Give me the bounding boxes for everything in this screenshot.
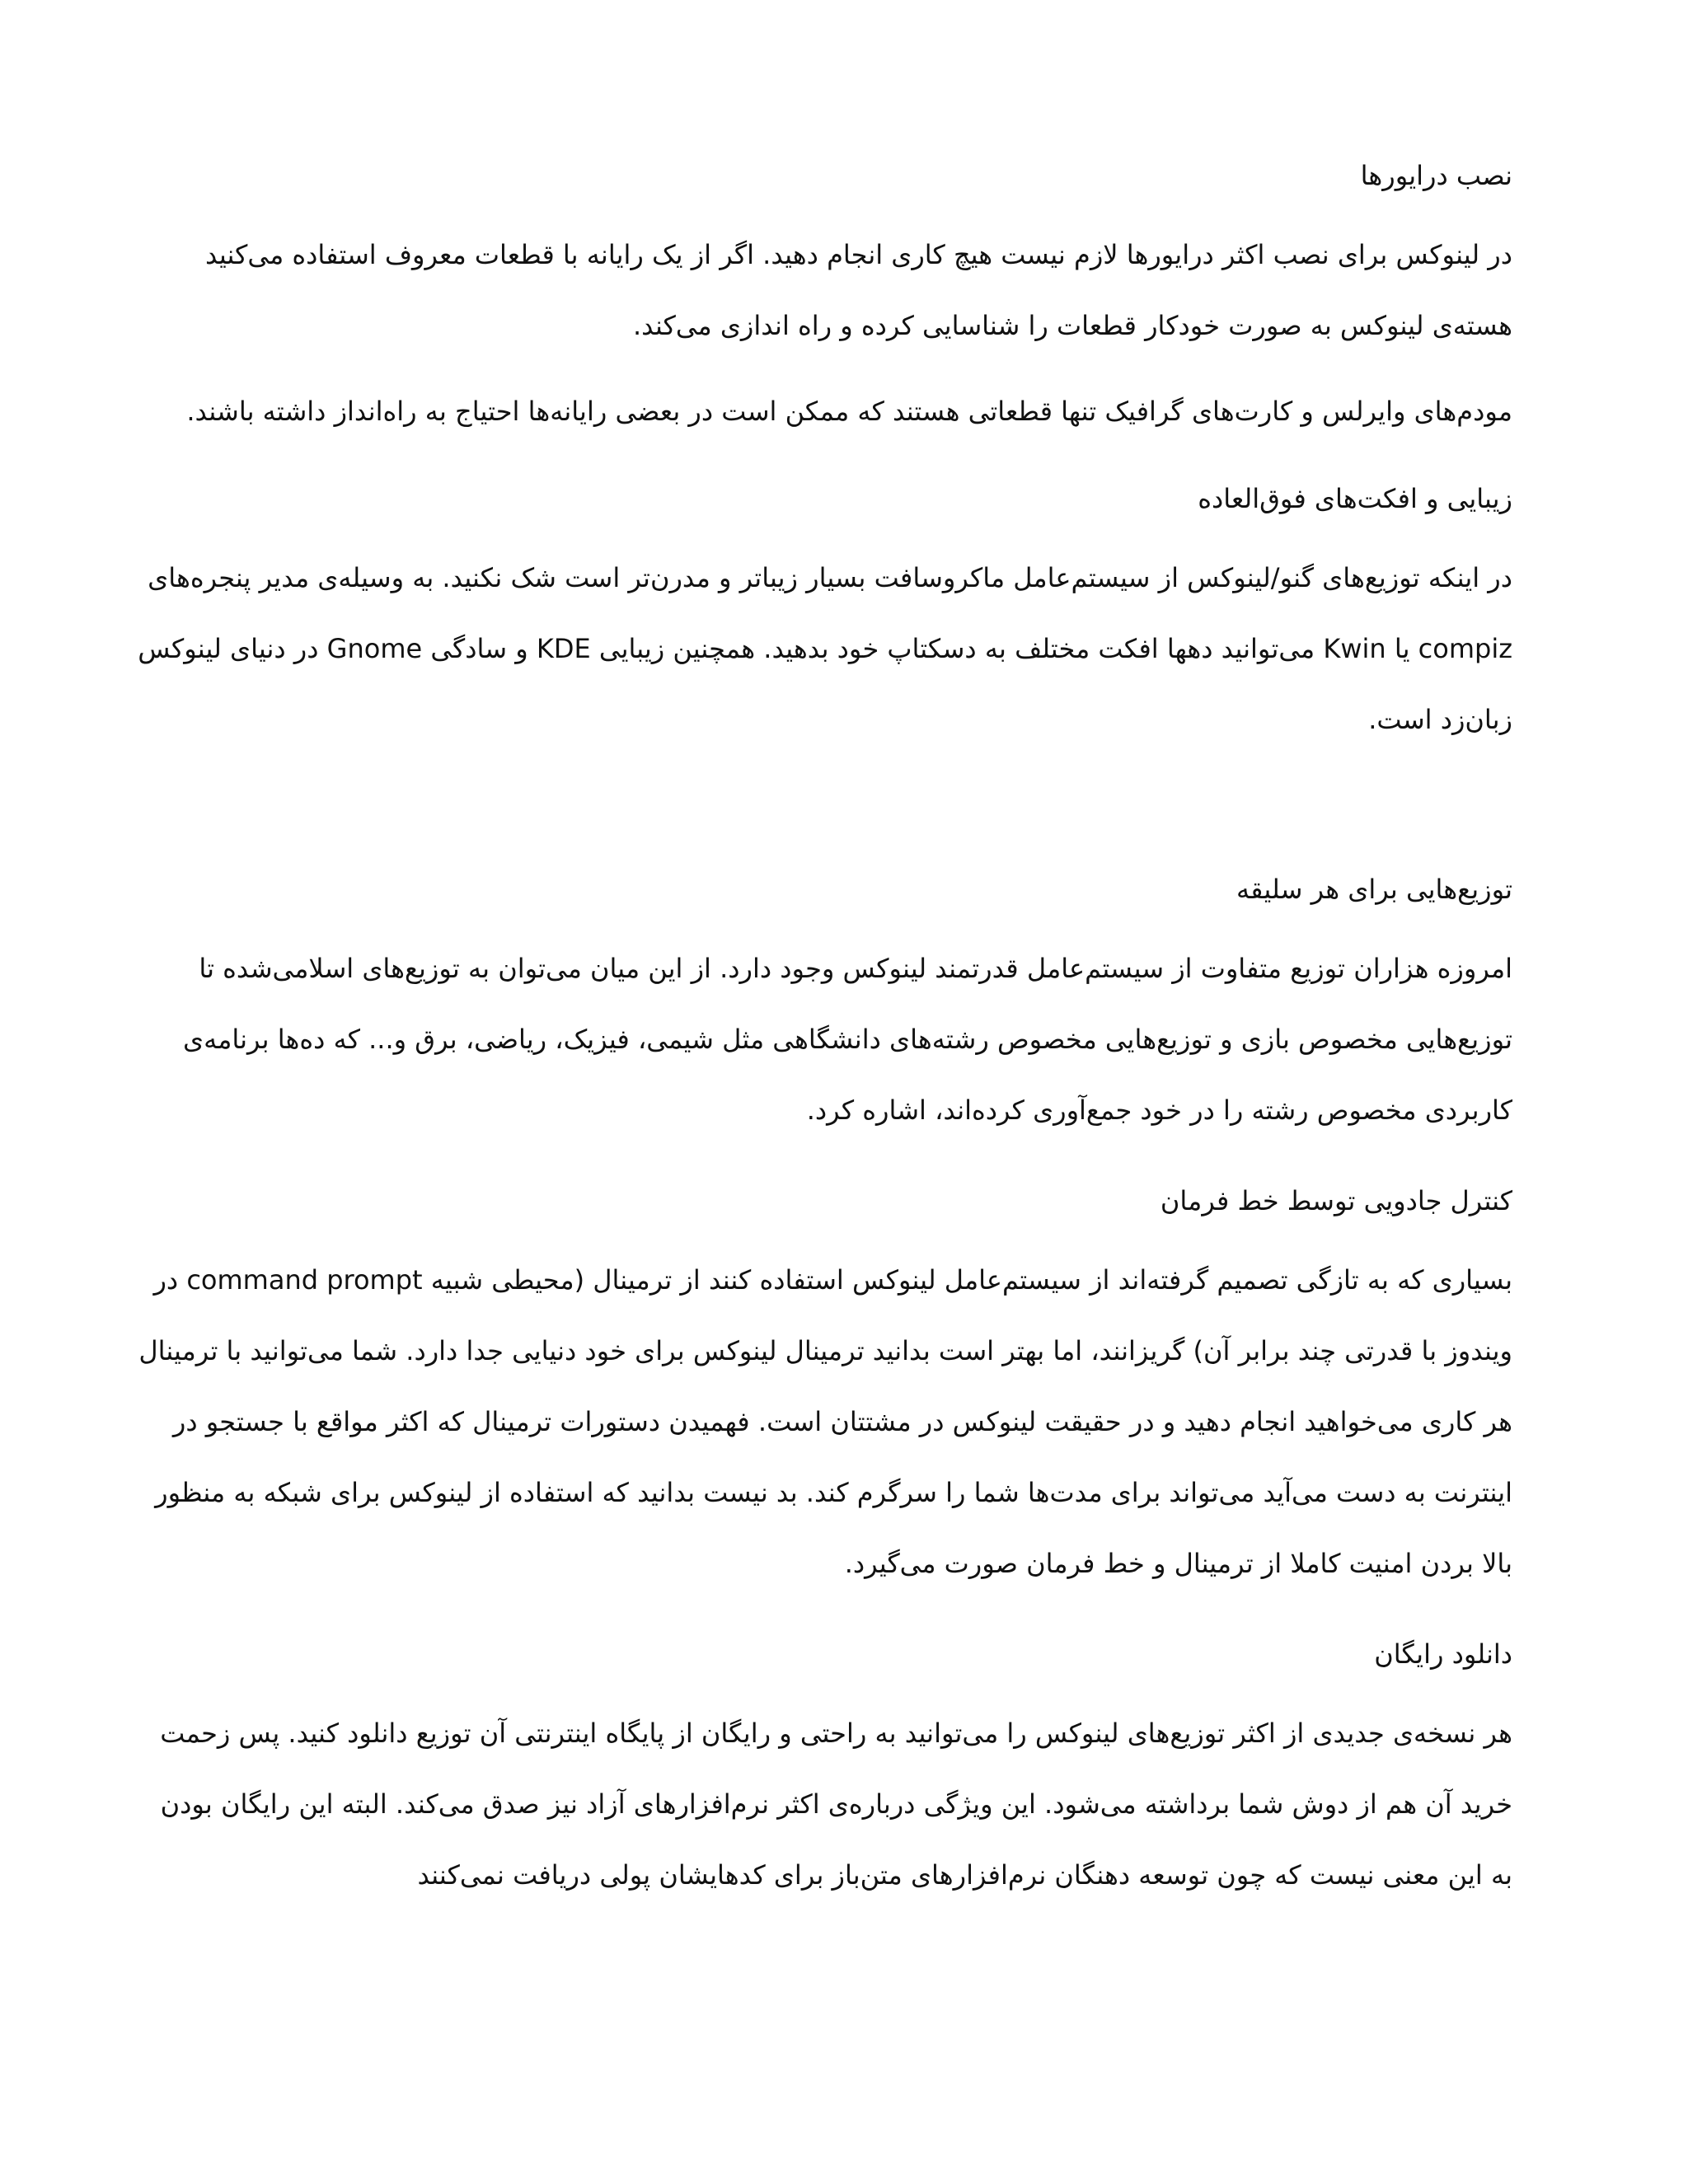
section-free-download bbox=[132, 1635, 1512, 1910]
paragraph: مودم‌های وایرلس و کارت‌های گرافیک تنها قطعاتی هستند که ممکن است در بعضی رایانه‌ها احتیاج به راه‌انداز داشته باشند. bbox=[186, 396, 1512, 427]
section-distributions bbox=[132, 870, 1512, 1146]
section-command-line bbox=[132, 1182, 1512, 1599]
section-heading: دانلود رایگان bbox=[1374, 1638, 1512, 1670]
section-driver-installation bbox=[132, 157, 1512, 447]
section-heading: کنترل جادویی توسط خط فرمان bbox=[1160, 1185, 1512, 1216]
paragraph: در اینکه توزیع‌های گنو/لینوکس از سیستم‌عامل ماکروسافت بسیار زیباتر و مدرن‌تر است شک نکنید. به وسیله‌ی مدیر پنجره‌های compiz یا Kwin می‌توانید دهها افکت مختلف به دسکتاپ خود بدهید. همچنین زیبایی KDE و سادگی Gnome در دنیای لینوکس زبان‌زد است. bbox=[138, 562, 1512, 735]
paragraph: هر نسخه‌ی جدیدی از اکثر توزیع‌های لینوکس را می‌توانید به راحتی و رایگان از پایگاه اینترنتی آن توزیع دانلود کنید. پس زحمت خرید آن هم از دوش شما برداشته می‌شود. این ویژگی درباره‌ی اکثر نرم‌افزارهای آزاد نیز صدق می‌کند. البته این رایگان بودن به این معنی نیست که چون توسعه دهنگان نرم‌افزارهای متن‌باز برای کدهایشان پولی دریافت نمی‌کنند bbox=[160, 1718, 1512, 1891]
section-heading: نصب درایورها bbox=[1360, 160, 1512, 191]
section-heading: زیبایی و افکت‌های فوق‌العاده bbox=[1198, 483, 1512, 514]
section-heading: توزیع‌هایی برای هر سلیقه bbox=[1236, 874, 1512, 905]
section-beauty-effects bbox=[132, 480, 1512, 755]
paragraph: امروزه هزاران توزیع متفاوت از سیستم‌عامل قدرتمند لینوکس وجود دارد. از این میان می‌توان به توزیع‌های اسلامی‌شده تا توزیع‌هایی مخصوص بازی و توزیع‌هایی مخصوص رشته‌های دانشگاهی مثل شیمی، فیزیک، ریاضی، برق و... که ده‌ها برنامه‌ی کاربردی مخصوص رشته را در خود جمع‌آوری کرده‌اند، اشاره کرد. bbox=[183, 953, 1512, 1126]
paragraph: بسیاری که به تازگی تصمیم گرفته‌اند از سیستم‌عامل لینوکس استفاده کنند از ترمینال (محیطی شبیه command prompt در ویندوز با قدرتی چند برابر آن) گریزانند، اما بهتر است بدانید ترمینال لینوکس برای خود دنیایی جدا دارد. شما می‌توانید با ترمینال هر کاری می‌خواهید انجام دهید و در حقیقت لینوکس در مشتتان است. فهمیدن دستورات ترمینال که اکثر مواقع با جستجو در اینترنت به دست می‌آید می‌تواند برای مدت‌ها شما را سرگرم کند. بد نیست بدانید که استفاده از لینوکس برای شبکه به منظور بالا بردن امنیت کاملا از ترمینال و خط فرمان صورت می‌گیرد. bbox=[138, 1264, 1512, 1579]
paragraph: در لینوکس برای نصب اکثر درایورها لازم نیست هیچ کاری انجام دهید. اگر از یک رایانه با قطعات معروف استفاده می‌کنید هسته‌ی لینوکس به صورت خودکار قطعات را شناسایی کرده و راه اندازی می‌کند. bbox=[205, 239, 1512, 341]
